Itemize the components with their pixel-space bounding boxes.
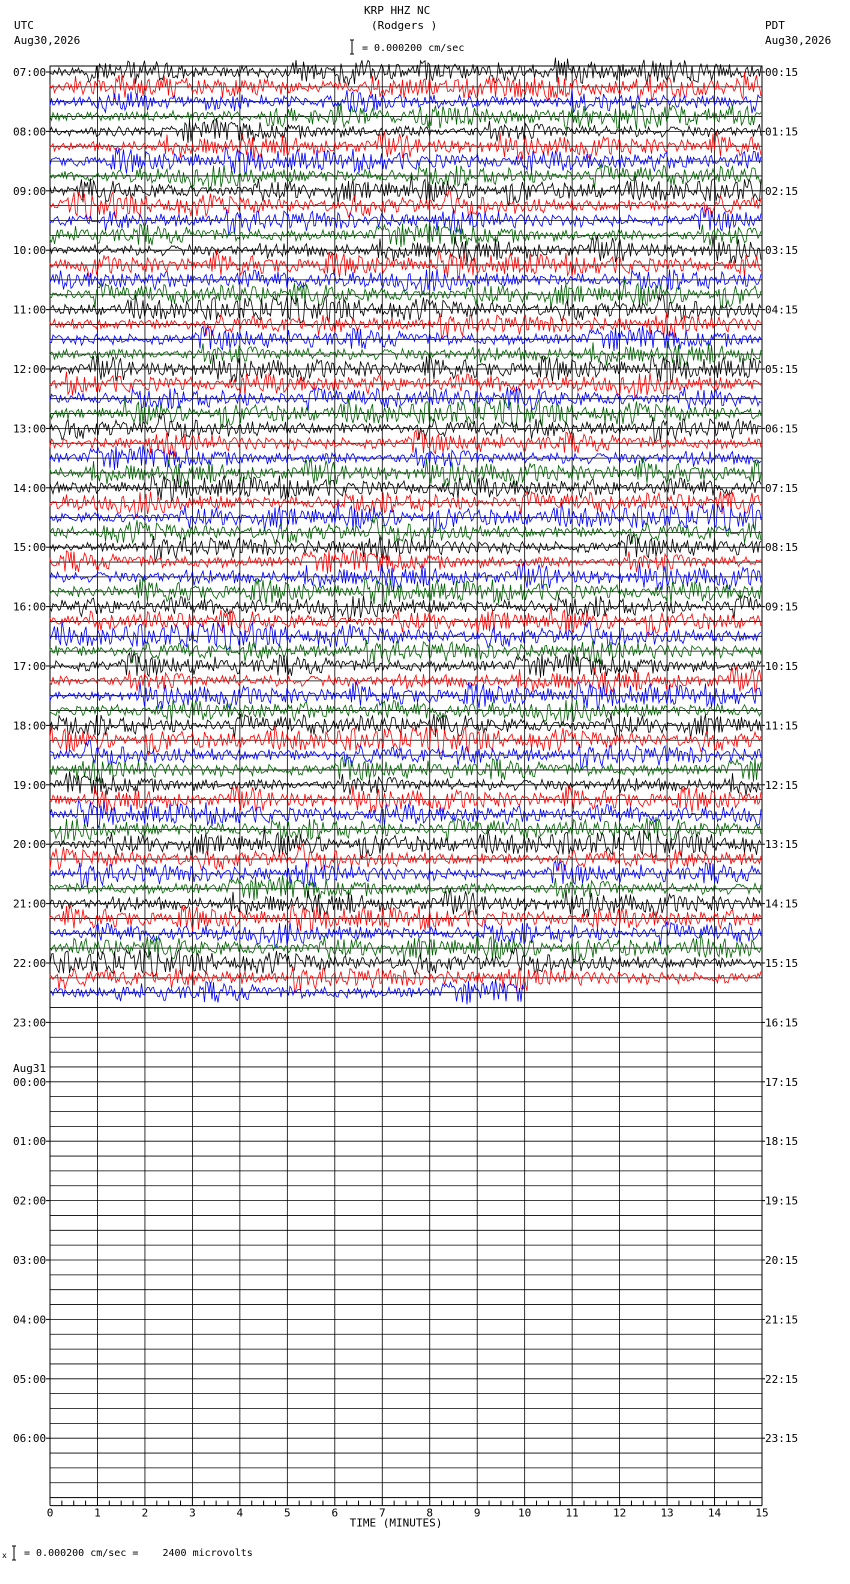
x-tick-label: 5 bbox=[284, 1506, 291, 1520]
utc-hour-label: 17:00 bbox=[13, 660, 47, 673]
pdt-hour-label: 02:15 bbox=[765, 184, 799, 198]
top-scale-label: = 0.000200 cm/sec bbox=[362, 43, 465, 54]
utc-hour-label: 08:00 bbox=[13, 125, 47, 139]
seismic-trace bbox=[50, 222, 761, 247]
pdt-hour-label: 11:15 bbox=[765, 719, 799, 733]
seismic-trace bbox=[50, 621, 761, 650]
seismic-trace bbox=[50, 861, 761, 888]
pdt-hour-label: 03:15 bbox=[765, 244, 799, 258]
pdt-hour-label: 01:15 bbox=[765, 125, 799, 139]
utc-hour-label: 13:00 bbox=[13, 422, 47, 436]
utc-hour-labels bbox=[13, 66, 50, 1445]
seismic-trace bbox=[50, 445, 761, 470]
seismic-trace bbox=[50, 326, 761, 351]
utc-hour-label: 23:00 bbox=[13, 1016, 47, 1030]
utc-hour-label: 04:00 bbox=[13, 1313, 47, 1327]
x-tick-label: 3 bbox=[189, 1506, 196, 1520]
utc-hour-label: 01:00 bbox=[13, 1135, 47, 1149]
x-tick-label: 13 bbox=[660, 1506, 674, 1520]
pdt-hour-label: 09:15 bbox=[765, 600, 799, 614]
utc-hour-label: 20:00 bbox=[13, 838, 47, 852]
utc-hour-label: 10:00 bbox=[13, 244, 47, 258]
left-timezone: UTC bbox=[14, 19, 34, 32]
utc-hour-label: 18:00 bbox=[13, 719, 47, 733]
utc-hour-label: 16:00 bbox=[13, 600, 47, 614]
x-tick-label: 7 bbox=[378, 1506, 386, 1520]
utc-hour-label: 09:00 bbox=[13, 184, 47, 198]
station-location: (Rodgers ) bbox=[371, 19, 438, 32]
utc-hour-label: 02:00 bbox=[13, 1194, 47, 1208]
pdt-hour-label: 07:15 bbox=[765, 481, 799, 495]
pdt-hour-label: 06:15 bbox=[765, 422, 799, 436]
pdt-hour-label: 08:15 bbox=[765, 541, 799, 555]
seismic-trace bbox=[50, 269, 761, 294]
seismic-trace bbox=[50, 595, 761, 620]
station-title: KRP HHZ NC bbox=[364, 4, 431, 17]
x-tick-label: 1 bbox=[94, 1506, 101, 1520]
pdt-hour-label: 00:15 bbox=[765, 66, 799, 79]
right-date: Aug30,2026 bbox=[765, 34, 832, 47]
x-tick-label: 4 bbox=[236, 1506, 244, 1520]
pdt-hour-label: 23:15 bbox=[765, 1432, 799, 1446]
pdt-hour-label: 22:15 bbox=[765, 1372, 799, 1386]
x-tick-label: 15 bbox=[755, 1506, 769, 1520]
pdt-hour-label: 13:15 bbox=[765, 838, 799, 852]
x-tick-label: 14 bbox=[707, 1506, 722, 1520]
x-axis-label: TIME (MINUTES) bbox=[349, 1516, 443, 1530]
utc-hour-label: 06:00 bbox=[13, 1432, 47, 1446]
seismic-trace bbox=[50, 165, 761, 190]
utc-hour-label: 15:00 bbox=[13, 541, 47, 555]
seismic-trace bbox=[50, 771, 761, 796]
x-tick-label: 6 bbox=[331, 1506, 339, 1520]
x-tick-label: 9 bbox=[473, 1506, 481, 1520]
footer-scale-text: = 0.000200 cm/sec = 2400 microvolts bbox=[24, 1548, 253, 1559]
x-tick-label: 10 bbox=[518, 1506, 532, 1520]
utc-hour-label: 00:00 bbox=[13, 1075, 47, 1089]
pdt-hour-label: 21:15 bbox=[765, 1313, 799, 1327]
pdt-hour-label: 04:15 bbox=[765, 303, 799, 317]
x-tick-label: 8 bbox=[426, 1506, 434, 1520]
utc-hour-label: 07:00 bbox=[13, 66, 47, 79]
pdt-hour-label: 05:15 bbox=[765, 363, 799, 376]
pdt-hour-labels bbox=[762, 66, 798, 1445]
pdt-hour-label: 17:15 bbox=[765, 1075, 799, 1089]
utc-hour-label: 03:00 bbox=[13, 1254, 47, 1267]
seismic-trace bbox=[50, 700, 761, 725]
pdt-hour-label: 18:15 bbox=[765, 1135, 799, 1149]
seismic-trace bbox=[50, 490, 761, 516]
utc-hour-label: 19:00 bbox=[13, 778, 47, 792]
seismic-trace bbox=[50, 844, 761, 871]
pdt-hour-label: 12:15 bbox=[765, 778, 799, 792]
left-date: Aug30,2026 bbox=[14, 34, 81, 47]
seismic-trace bbox=[50, 372, 761, 398]
x-tick-label: 11 bbox=[565, 1506, 579, 1520]
utc-hour-label: 22:00 bbox=[13, 957, 47, 970]
pdt-hour-label: 20:15 bbox=[765, 1254, 799, 1267]
seismic-trace bbox=[50, 875, 761, 900]
utc-hour-label: 14:00 bbox=[13, 481, 47, 495]
date-change-label: Aug31 bbox=[13, 1061, 47, 1075]
time-axis bbox=[47, 1498, 769, 1530]
x-tick-label: 12 bbox=[612, 1506, 627, 1520]
x-tick-label: 0 bbox=[46, 1506, 54, 1520]
utc-hour-label: 11:00 bbox=[13, 303, 47, 317]
seismic-trace bbox=[50, 354, 761, 383]
pdt-hour-label: 15:15 bbox=[765, 957, 799, 970]
seismic-trace bbox=[50, 740, 761, 769]
utc-hour-label: 05:00 bbox=[13, 1372, 47, 1386]
utc-hour-label: 12:00 bbox=[13, 363, 47, 376]
pdt-hour-label: 14:15 bbox=[765, 897, 799, 911]
right-timezone: PDT bbox=[765, 19, 785, 32]
x-tick-label: 2 bbox=[141, 1506, 149, 1520]
footer-prefix: x bbox=[2, 1551, 7, 1560]
pdt-hour-label: 19:15 bbox=[765, 1194, 799, 1208]
pdt-hour-label: 10:15 bbox=[765, 660, 799, 673]
seismic-traces bbox=[50, 58, 761, 1005]
pdt-hour-label: 16:15 bbox=[765, 1016, 799, 1030]
utc-hour-label: 21:00 bbox=[13, 897, 47, 911]
